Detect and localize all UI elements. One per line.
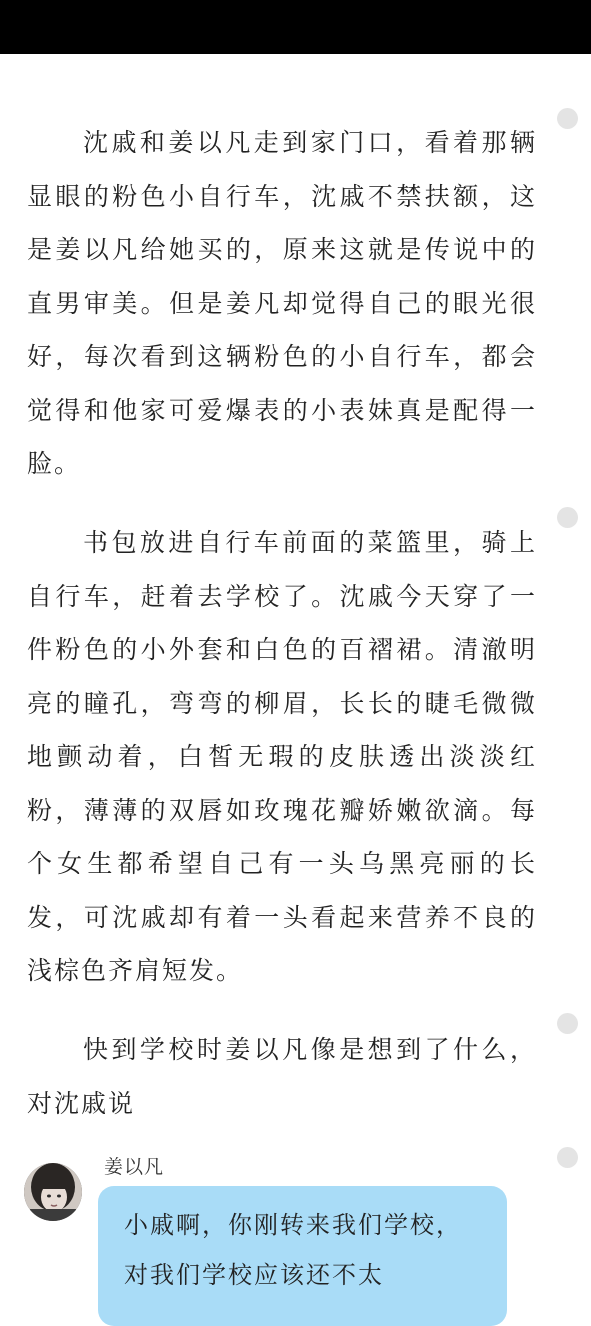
paragraph-comment-dot[interactable] (557, 1013, 578, 1034)
dialog-bubble[interactable] (98, 1186, 507, 1326)
story-paragraph-2: 书包放进自行车前面的菜篮里，骑上自行车，赶着去学校了。沈戚今天穿了一件粉色的小外套和白色的百褶裙。清澈明亮的瞳孔，弯弯的柳眉，长长的睫毛微微地颤动着，白皙无瑕的皮肤透出淡淡红粉，薄薄的双唇如玫瑰花瓣娇嫩欲滴。每个女生都希望自己有一头乌黑亮丽的长发，可沈戚却有着一头看起来营养不良的浅棕色齐肩短发。 (27, 528, 537, 985)
story-paragraph-3: 快到学校时姜以凡像是想到了什么，对沈戚说 (27, 1035, 537, 1118)
paragraph-comment-dot[interactable] (557, 507, 578, 528)
speaker-name: 姜以凡 (104, 1156, 165, 1178)
speaker-avatar[interactable] (24, 1163, 82, 1221)
status-bar (0, 0, 591, 54)
dialog-comment-dot[interactable] (557, 1147, 578, 1168)
avatar-portrait-image (24, 1163, 82, 1221)
paragraph-comment-dot[interactable] (557, 108, 578, 129)
dialog-message: 小戚啊，你刚转来我们学校，对我们学校应该还不太 (124, 1211, 462, 1289)
story-paragraph-1: 沈戚和姜以凡走到家门口，看着那辆显眼的粉色小自行车，沈戚不禁扶额，这是姜以凡给她买的，原来这就是传说中的直男审美。但是姜凡却觉得自己的眼光很好，每次看到这辆粉色的小自行车，都会觉得和他家可爱爆表的小表妹真是配得一脸。 (27, 128, 537, 478)
